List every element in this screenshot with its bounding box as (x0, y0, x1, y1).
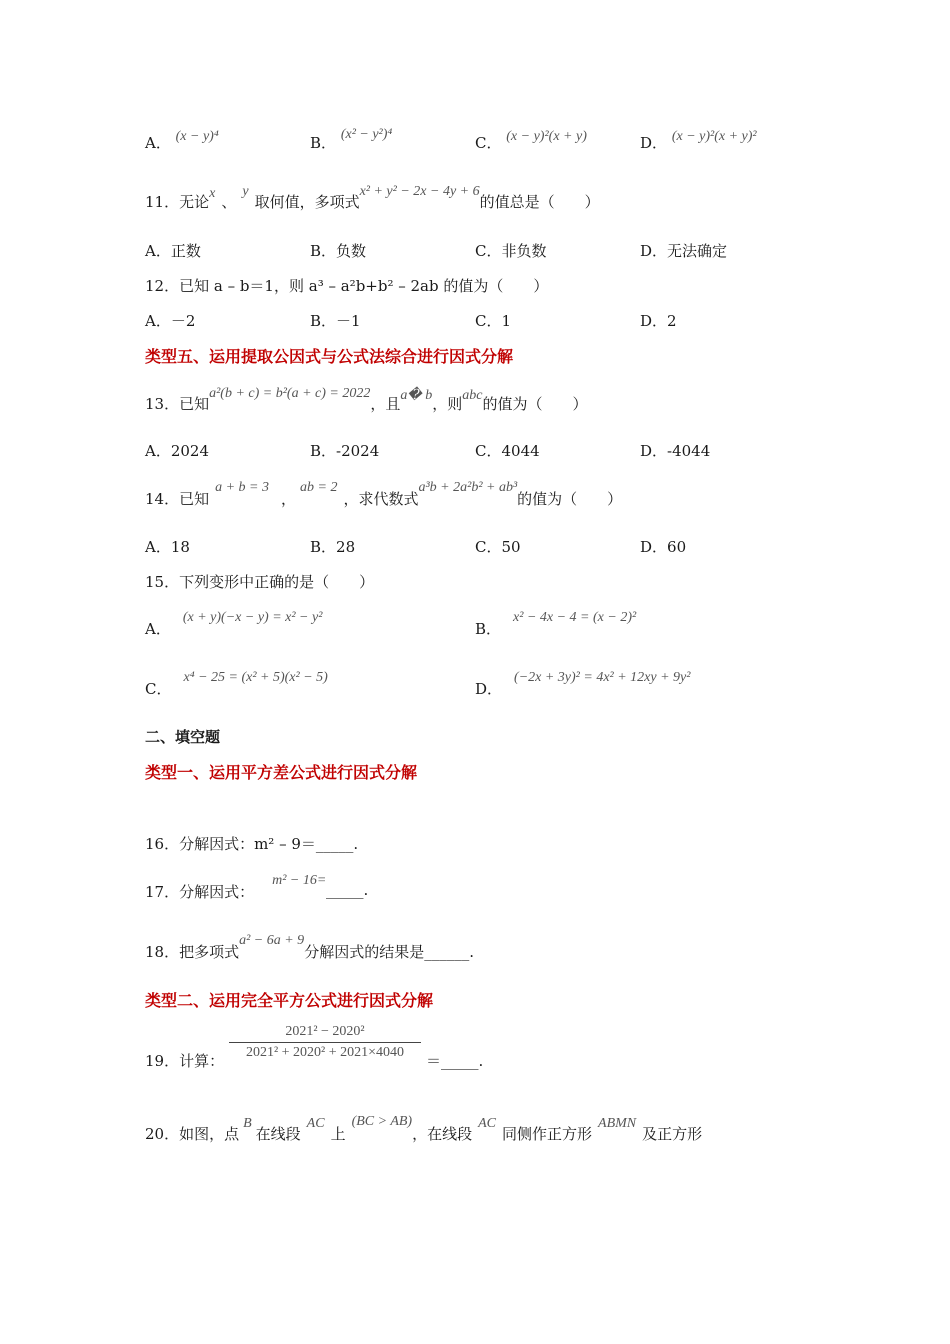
var-y: y (242, 184, 249, 199)
q15-option-d (475, 670, 691, 699)
part-heading-fill-blank: 二、填空题 (145, 728, 221, 746)
answer-blank: _____. (326, 881, 369, 899)
stem-text: ，则 (432, 395, 463, 413)
question-16: 16．分解因式：m² – 9＝_____. (145, 835, 359, 853)
section-heading-type2: 类型二、运用完全平方公式进行因式分解 (145, 991, 434, 1010)
question-number: 20．如图，点 (145, 1125, 240, 1143)
point-b: B (243, 1116, 252, 1131)
option-math: (x − y)²(x + y) (506, 129, 587, 144)
option-math: (−2x + 3y)² = 4x² + 12xy + 9y² (514, 670, 691, 685)
q12-option-a: A．－2 (145, 312, 196, 330)
stem-text: ，在线段 (412, 1125, 473, 1143)
q15-option-b (475, 610, 637, 639)
q10-option-b (310, 127, 393, 153)
q10-option-a (145, 129, 219, 153)
equation-product: ab = 2 (300, 480, 338, 495)
section-heading-type1: 类型一、运用平方差公式进行因式分解 (145, 763, 418, 782)
q11-option-b: B．负数 (310, 242, 367, 260)
q12-option-b: B．－1 (310, 312, 361, 330)
option-label: B． (475, 620, 502, 638)
q13-option-a: A．2024 (145, 442, 210, 460)
question-number: 14．已知 (145, 490, 210, 508)
question-12-stem: 12．已知 a – b＝1，则 a³ – a²b+b² – 2ab 的值为（ ） (145, 277, 549, 295)
question-17 (145, 873, 327, 902)
q12-option-d: D．2 (640, 312, 677, 330)
stem-text: 分解因式的结果是______. (304, 943, 474, 961)
q11-option-a: A．正数 (145, 242, 201, 260)
question-11-stem (145, 184, 600, 212)
stem-text: 取何值，多项式 (254, 193, 360, 211)
option-label: A． (145, 620, 171, 638)
option-math: (x² − y²)⁴ (340, 127, 393, 142)
stem-text: ，求代数式 (343, 490, 419, 508)
question-number: 11． (145, 193, 180, 211)
question-number: 13．已知 (145, 395, 210, 413)
product-abc: abc (462, 388, 483, 403)
expression: a² − 6a + 9 (239, 933, 305, 948)
q12-option-c: C．1 (475, 312, 512, 330)
option-math: x⁴ − 25 = (x² + 5)(x² − 5) (183, 670, 328, 685)
q11-option-c: C．非负数 (475, 242, 547, 260)
fraction-bar (229, 1042, 421, 1043)
var-x: x (209, 186, 216, 201)
fraction (229, 1024, 421, 1061)
denominator: 2021² + 2020² + 2021×4040 (245, 1045, 405, 1060)
stem-text: 的值为（ ） (482, 395, 588, 413)
question-18 (145, 933, 474, 962)
question-20-stem (145, 1114, 703, 1144)
stem-text: ， (281, 490, 297, 508)
option-label: B． (310, 134, 337, 152)
question-14-stem (145, 480, 623, 509)
q13-option-d: D．-4044 (640, 442, 711, 460)
option-label: A． (145, 134, 171, 152)
section-heading-type5: 类型五、运用提取公因式与公式法综合进行因式分解 (145, 347, 514, 366)
equation-sum: a + b = 3 (215, 480, 269, 495)
option-label: C． (475, 134, 502, 152)
segment-ac: AC (306, 1116, 325, 1131)
q14-option-b: B．28 (310, 538, 356, 556)
q14-option-a: A．18 (145, 538, 190, 556)
stem-text: 及正方形 (642, 1125, 703, 1143)
option-label: D． (640, 134, 668, 152)
stem-text: 上 (330, 1125, 346, 1143)
q13-option-b: B．-2024 (310, 442, 380, 460)
q14-option-d: D．60 (640, 538, 687, 556)
question-number-19: 19．计算： (145, 1052, 225, 1070)
question-number: 18．把多项式 (145, 943, 240, 961)
option-math: (x − y)⁴ (175, 129, 219, 144)
stem-text: ，且 (370, 395, 401, 413)
option-math: (x + y)(−x − y) = x² − y² (182, 610, 323, 625)
q14-option-c: C．50 (475, 538, 521, 556)
q13-option-c: C．4044 (475, 442, 540, 460)
question-15-stem: 15．下列变形中正确的是（ ） (145, 573, 375, 591)
condition: (BC > AB) (351, 1114, 413, 1129)
stem-text: 的值总是（ ） (479, 193, 600, 211)
q11-option-d: D．无法确定 (640, 242, 728, 260)
question-13-stem (145, 386, 588, 414)
numerator: 2021² − 2020² (285, 1024, 365, 1039)
option-math: x² − 4x − 4 = (x − 2)² (513, 610, 637, 625)
answer-blank: ＝_____. (426, 1052, 484, 1070)
stem-text: 的值为（ ） (517, 490, 623, 508)
square-abmn: ABMN (598, 1116, 637, 1131)
option-math: (x − y)²(x + y)² (671, 129, 757, 144)
question-number: 17．分解因式： (145, 883, 255, 901)
q15-option-a (145, 610, 323, 639)
stem-text: 无论 (179, 193, 210, 211)
option-label: D． (475, 680, 503, 698)
stem-text: 、 (221, 193, 237, 211)
stem-text: 在线段 (255, 1125, 301, 1143)
q15-option-c (145, 670, 328, 699)
segment-ac: AC (478, 1116, 496, 1131)
polynomial: x² + y² − 2x − 4y + 6 (359, 184, 480, 199)
expression: m² − 16= (272, 873, 327, 888)
q10-option-c (475, 129, 587, 153)
equation: a²(b + c) = b²(a + c) = 2022 (209, 386, 371, 401)
q10-option-d (640, 129, 757, 153)
stem-text: 同侧作正方形 (502, 1125, 593, 1143)
condition: a� b (400, 388, 433, 403)
option-label: C． (145, 680, 172, 698)
expression: a³b + 2a²b² + ab³ (418, 480, 518, 495)
